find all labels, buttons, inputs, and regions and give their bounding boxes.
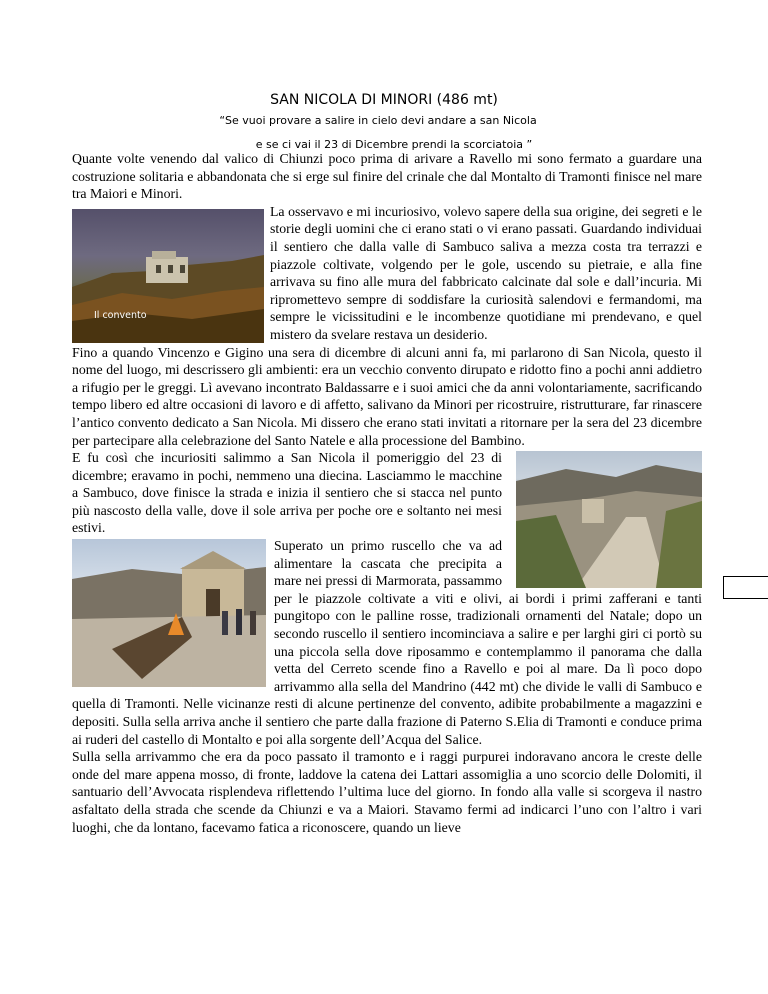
trail-photo-art [516, 451, 702, 588]
church-photo [72, 539, 266, 687]
paragraph-4: E fu così che incuriositi salimmo a San Nicola il pomeriggio del 23 di dicembre; eravamo in pochi, nemmeno una diecina. Lasciammo le macchine a Sambuco, dove finisce la strada e inizia il sentiero che si stacca nel punto più nascosto della valle, dove il sole arriva per poche ore e soltanto nei mesi estivi. [72, 450, 502, 536]
paragraph-1: Quante volte venendo dal valico di Chiunzi poco prima di arivare a Ravello mi sono fermato a guardare una costruzione solitaria e abbandonata che si erge sul finire del crinale che dal Montalto di Tramonti finisce nel mare tra Maiori e Minori. [72, 151, 702, 202]
convento-photo [72, 209, 264, 343]
article-body [72, 150, 702, 836]
page-title: SAN NICOLA DI MINORI (486 mt) [270, 92, 498, 108]
paragraph-2: La osservavo e mi incuriosivo, volevo sapere della sua origine, dei segreti e le storie degli uomini che ci erano stati o vi erano passati. Guardando individuai il sentiero che dalla valle di Sambuco saliva a mezza costa tra terrazzi e piazzole coltivate, volgendo per le gole, uscendo su pietraie, e alla fine arrivava su fino alle mura del fabbricato calcinate dal sole e dall’incuria. Mi ripromettevo sempre di soddisfare la curiosità salendovi e fermandomi, ma sempre le vicissitudini e le incombenze quotidiane mi prendevano, e quel mistero da svelare restava un desiderio. [270, 203, 702, 342]
margin-box [723, 576, 768, 599]
epigraph-line-1: “Se vuoi provare a salire in cielo devi andare a san Nicola [219, 114, 537, 127]
epigraph-line-2: e se ci vai il 23 di Dicembre prendi la scorciatoia ” [255, 138, 533, 151]
convento-caption: Il convento [94, 310, 147, 322]
paragraph-5: Superato un primo ruscello che va ad alimentare la cascata che precipita a mare nei pressi di Marmorata, passammo per le piazzole coltivate a viti e olivi, ai bordi i primi zafferani e tanti pungitopo con le palline rosse, tradizionali ornamenti del Natale; dopo un secondo ruscello il sentiero incominciava a salire e per larghi giri ci portò su una piccola sella dove riposammo e contemplammo il panorama che dalla vetta del Cerreto scende fino a Ravello e poi al mare. Da lì poco dopo arrivammo alla sella del Mandrino (442 mt) che divide le valli di Sambuco e quella di Tramonti. Nelle vicinanze resti di alcune pertinenze del convento, adibite probabilmente a magazzini e depositi. Sulla sella arriva anche il sentiero che parte dalla frazione di Paterno S.Elia di Tramonti e conduce prima ai ruderi del castello di Montalto e poi alla sorgente dell’Acqua del Salice. [72, 538, 702, 747]
church-photo-art [72, 539, 266, 687]
paragraph-3: Fino a quando Vincenzo e Gigino una sera di dicembre di alcuni anni fa, mi parlarono di San Nicola, questo il nome del luogo, mi descrissero gli ambienti: era un vecchio convento dirupato e ridotto fino a pochi anni addietro a rifugio per le greggi. Lì avevano incontrato Baldassarre e i suoi amici che da anni volontariamente, sacrificando tempo libero ed altre occasioni di lavoro e di affetto, salivano da Minori per ricostruire, ristrutturare, far rinascere l’antico convento dedicato a San Nicola. Mi dissero che erano stati invitati a ritornare per la sera del 23 dicembre per partecipare alla celebrazione del Santo Natele e alla processione del Bambino. [72, 344, 702, 448]
trail-photo [516, 451, 702, 588]
paragraph-6: Sulla sella arrivammo che era da poco passato il tramonto e i raggi purpurei indoravano ancora le creste delle onde del mare appena mosso, di fronte, laddove la catena dei Lattari assomiglia a uno scorcio delle Dolomiti, il santuario dell’Avvocata risplendeva riflettendo l’ultima luce del giorno. In fondo alla valle si scorgeva il nastro asfaltato della strada che scende da Chiunzi e va a Maiori. Stavamo fermi ad indicarci l’uno con l’altro i vari luoghi, che da lontano, facevamo fatica a riconoscere, quando un lieve [72, 749, 702, 835]
